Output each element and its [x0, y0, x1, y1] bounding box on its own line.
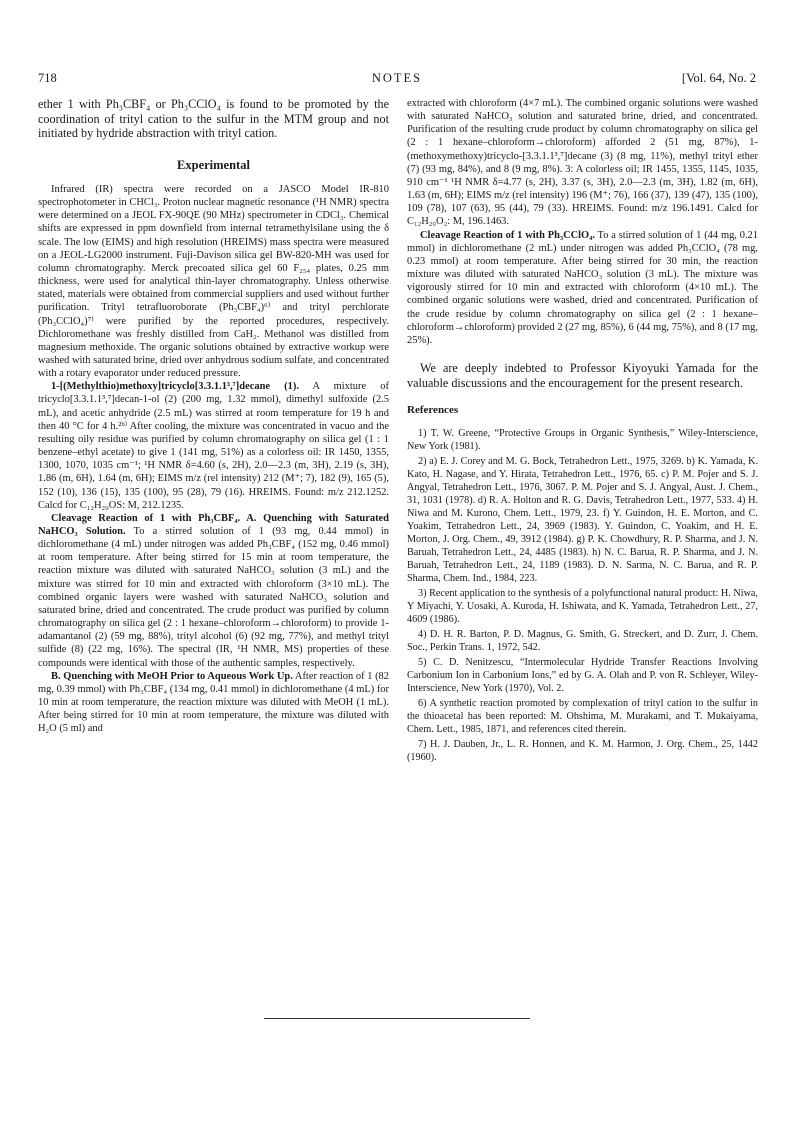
- intro-paragraph: ether 1 with Ph₃CBF₄ or Ph₃CClO₄ is found to be promoted by the coordination of trityl cation to the sulfur in the MTM group and not initiated by hydride abstraction with trityl cation.: [38, 97, 389, 141]
- synthesis-heading: 1-[(Methylthio)methoxy]tricyclo[3.3.1.1³,⁷]decane (1).: [51, 381, 299, 393]
- experimental-heading: Experimental: [177, 157, 250, 172]
- reference-item: 4) D. H. R. Barton, P. D. Magnus, G. Smith, G. Streckert, and D. Zurr, J. Chem. Soc., Perkin Trans. 1, 1972, 542.: [407, 629, 758, 654]
- right-column: [407, 97, 758, 766]
- reference-item: 3) Recent application to the synthesis of a polyfunctional natural product: H. Niwa, Y Miyachi, Y. Uosaki, A. Kuroda, H. Ishiwata, and K. Yamada, Tetrahedron Lett., 27, 4609 (1986).: [407, 588, 758, 626]
- end-rule: [264, 1018, 530, 1019]
- cleavage-a-body: To a stirred solution of 1 (93 mg, 0.44 mmol) in dichloromethane (4 mL) under nitrogen was added Ph₃CBF₄ (152 mg, 0.46 mmol) at room temperature. After being stirred for 15 min at room temperature, the reaction mixture was diluted with saturated NaHCO₃ solution (3 mL) and the mixture was stirred for 10 min and extracted with chloroform (3×10 mL). The combined organic layers were washed with saturated NaHCO₃ solution and saturated brine, dried and concentrated. The crude product was purified by column chromatography on silica gel (2 : 1 hexane–chloroform→chloroform) to provide 1-adamantanol (2) (59 mg, 88%), trityl alcohol (6) (92 mg, 77%), and methyl trityl sulfide (8) (22 mg, 16%). The spectral (IR, ¹H NMR, MS) properties of these compounds were identical with those of the authentic samples, respectively.: [38, 526, 389, 669]
- synthesis-paragraph: [38, 380, 389, 512]
- references-heading: References: [407, 404, 459, 417]
- continued-paragraph: extracted with chloroform (4×7 mL). The combined organic solutions were washed with saturated NaHCO₃ solution and saturated brine, dried, and concentrated. Purification of the resulting crude product by column chromatography on silica gel (2 : 1 hexane–chloroform→chloroform) afforded 2 (51 mg, 87%), 1-(methoxymethoxy)tricyclo-[3.3.1.1³,⁷]decane (3) (8 mg, 11%), methyl trityl ether (7) (93 mg, 84%), and 8 (9 mg, 8%). 3: A colorless oil; IR 1455, 1355, 1145, 1035, 910 cm⁻¹ ¹H NMR δ=4.77 (s, 2H), 3.37 (s, 3H), 2.0—2.3 (m, 3H), 1.82 (m, 6H), 1.63 (m, 6H); EIMS m/z (rel intensity) 196 (M⁺; 76), 166 (37), 139 (47), 135 (100), 109 (78), 107 (63), 95 (44), 79 (33). HREIMS. Found: m/z 196.1491. Calcd for C₁₂H₂₀O₂: M, 196.1463.: [407, 98, 758, 228]
- acknowledgement: We are deeply indebted to Professor Kiyoyuki Yamada for the valuable discussions and the encouragement for the present research.: [407, 360, 758, 390]
- reference-list: [407, 427, 758, 764]
- running-header: [38, 71, 756, 87]
- cleavage-a-paragraph: [38, 512, 389, 670]
- perchlorate-heading: Cleavage Reaction of 1 with Ph₃CClO₄.: [420, 229, 595, 241]
- volume-info: [Vol. 64, No. 2: [681, 71, 756, 85]
- left-column: [38, 97, 389, 736]
- reference-item: 7) H. J. Dauben, Jr., L. R. Honnen, and K. M. Harmon, J. Org. Chem., 25, 1442 (1960).: [407, 739, 758, 764]
- cleavage-b-paragraph: [38, 670, 389, 736]
- reference-item: 2) a) E. J. Corey and M. G. Bock, Tetrahedron Lett., 1975, 3269. b) K. Yamada, K. Kato, H. Nagase, and Y. Hirata, Tetrahedron Lett., 1976, 65. c) P. M. Pojer and S. J. Angyal, Tetrahedron Lett., 1976, 3067. P. M. Pojer and S. J. Angyal, Aust. J. Chem., 31, 1031 (1978). d) R. A. Holton and R. G. Davis, Tetrahedron Lett., 1977, 533. 4) H. Niwa and M. Kurono, Chem. Lett., 1979, 23. f) Y. Guindon, H. E. Morton, and C. Yoakim, Tetrahedron Lett., 24, 3969 (1983). Y. Guindon, C. Yoakim, and H. E. Morton, J. Org. Chem., 49, 3912 (1984). g) P. K. Chowdhury, R. P. Sharma, and J. N. Baruah, Tetrahedron Lett., 24, 4485 (1983). h) N. C. Barua, R. P. Sharma, and J. N. Baruah, Tetrahedron Lett., 24, 1189 (1983). D. N. Sarma, N. C. Barua, and R. P. Sharma, Chem. Ind., 1984, 223.: [407, 456, 758, 585]
- cleavage-a-heading: Cleavage Reaction of 1 with Ph₃CBF₄. A. Quenching with Saturated NaHCO₃ Solution.: [38, 512, 389, 537]
- reference-item: 1) T. W. Greene, “Protective Groups in Organic Synthesis,” Wiley-Interscience, New York (1981).: [407, 428, 758, 453]
- reference-item: 5) C. D. Nenitzescu, “Intermolecular Hydride Transfer Reactions Involving Carbonium Ion in Carbonium Ions,” ed by G. A. Olah and P. von R. Schleyer, Wiley-Interscience, New York (1970), Vol. 2.: [407, 657, 758, 695]
- reference-item: 6) A synthetic reaction promoted by complexation of trityl cation to the sulfur in the thioacetal has been reported: M. Ohshima, M. Murakami, and T. Mukaiyama, Chem. Lett., 1985, 1871, and references cited therein.: [407, 698, 758, 736]
- perchlorate-body: To a stirred solution of 1 (44 mg, 0.21 mmol) in dichloromethane (2 mL) under nitrogen was added Ph₃CClO₄ (78 mg, 0.23 mmol) at room temperature. After being stirred for 30 min, the reaction mixture was diluted with saturated NaHCO₃ solution (3 mL). The mixture was vigorously stirred for 10 min and extracted with chloroform (4×10 mL). The combined organic solutions were washed, dried and concentrated. Purification of the crude residue by column chromatography on silica gel (2 : 1 hexane–chloroform→chloroform) provided 2 (27 mg, 85%), 6 (44 mg, 75%), and 8 (17 mg, 25%).: [407, 229, 758, 346]
- general-methods-paragraph: Infrared (IR) spectra were recorded on a JASCO Model IR-810 spectrophotometer in CHCl₃. Proton nuclear magnetic resonance (¹H NMR) spectra were determined on a JEOL FX-90QE (90 MHz) spectrometer in CDCl₃. Chemical shifts are expressed in ppm downfield from internal tetramethylsilane using the δ scale. The low (EIMS) and high resolution (HREIMS) mass spectra were measured on a JEOL-LG2000 instrument. Fuji-Davison silica gel BW-820-MH was used for column chromatography. Merck precoated silica gel 60 F₂₅₄ plates, 0.25 mm thickness, were used for analytical thin-layer chromatography. Unless otherwise stated, materials were obtained from commercial suppliers and used without further purification. Trityl tetrafluoroborate (Ph₃CBF₄)⁶⁾ and trityl perchlorate (Ph₃CClO₄)⁷⁾ were purified by the reported procedures, respectively. Dichloromethane was freshly distilled from CaH₂. Methanol was distilled from magnesium methoxide. The organic solutions obtained by extractive workup were washed with saturated brine, dried over anhydrous sodium sulfate, and concentrated with a rotary evaporator under reduced pressure.: [38, 183, 389, 380]
- cleavage-b-heading: B. Quenching with MeOH Prior to Aqueous Work Up.: [51, 670, 293, 682]
- perchlorate-paragraph: [407, 229, 758, 347]
- section-title: NOTES: [371, 71, 423, 85]
- synthesis-body: A mixture of tricyclo[3.3.1.1³,⁷]decan-1-ol (2) (200 mg, 1.32 mmol), dimethyl sulfoxide (2.5 mL), and acetic anhydride (2.5 mL) was stirred at room temperature for 19 h and then 40 °C for 4 h.²ᵇ⁾ After cooling, the mixture was concentrated in vacuo and the resulting oily residue was purified by column chromatography on silica gel (1 : 1 benzene–ethyl acetate) to give 1 (141 mg, 51%) as a colorless oil: IR 1450, 1355, 1300, 1070, 1035 cm⁻¹; ¹H NMR δ=4.60 (s, 2H), 2.0—2.3 (m, 3H), 2.19 (s, 3H), 1.86 (m, 6H), 1.64 (m, 6H); EIMS m/z (rel intensity) 212 (M⁺; 7), 182 (9), 165 (5), 152 (10), 136 (15), 135 (100), 95 (28), 79 (16). HREIMS. Found: m/z 212.1252. Calcd for C₁₂H₂₀OS: M, 212.1235.: [38, 381, 389, 511]
- cleavage-b-body: After reaction of 1 (82 mg, 0.39 mmol) with Ph₃CBF₄ (134 mg, 0.41 mmol) in dichloromethane (4 mL) for 10 min at room temperature, the reaction mixture was diluted with MeOH (1 mL). After being stirred for 10 min at room temperature, the mixture was diluted with H₂O (5 ml) and: [38, 670, 389, 735]
- page-number: 718: [38, 71, 57, 85]
